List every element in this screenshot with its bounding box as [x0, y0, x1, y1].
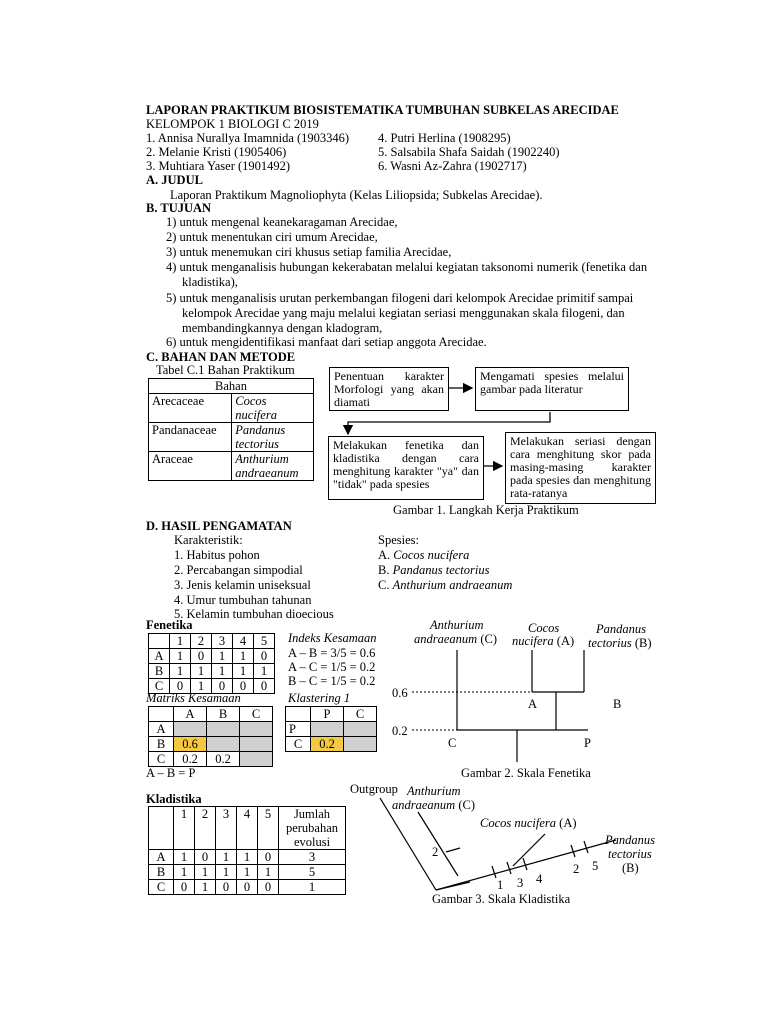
fig3-outgroup: Outgroup	[350, 782, 398, 796]
cluster-table: P C P C 0.2	[285, 706, 377, 752]
fig2-label-anthurium-2: andraeanum (C)	[414, 632, 497, 646]
species-item: C. Anthurium andraeanum	[378, 578, 513, 592]
fig2-node-c: C	[448, 736, 457, 750]
fig3-char-2: 2	[432, 845, 439, 859]
flow-step-4: Melakukan seriasi dengan cara menghitung skor pada masing-masing karakter pada spesies dan menghitung rata-ratanya	[505, 432, 656, 504]
fig3-label-cocos: Cocos nucifera (A)	[480, 816, 577, 830]
similarity-index-title: Indeks Kesamaan	[288, 631, 377, 645]
table-caption: Tabel C.1 Bahan Praktikum	[156, 363, 295, 377]
objective-item-cont: kelompok Arecidae yang maju melalui kegiatan seriasi menggunakan skala filogeni, dan	[182, 306, 625, 320]
figure-1-caption: Gambar 1. Langkah Kerja Praktikum	[393, 503, 579, 517]
fig2-node-p: P	[584, 736, 591, 750]
figure-2-caption: Gambar 2. Skala Fenetika	[461, 766, 591, 780]
fig3-char-3: 3	[517, 876, 524, 890]
fig3-char-4: 4	[536, 872, 543, 886]
objective-item-cont: kladistika),	[182, 275, 238, 289]
fig2-label-pandanus-2: tectorius (B)	[588, 636, 652, 650]
fenetika-title: Fenetika	[146, 618, 193, 632]
table-row: C 0 1 0 0 0 1	[149, 880, 346, 895]
similarity-matrix: A B C A B 0.6 C 0.2 0.2	[148, 706, 273, 767]
characteristic-item: 4. Umur tumbuhan tahunan	[174, 593, 312, 607]
similarity-index-line: A – B = 3/5 = 0.6	[288, 646, 376, 660]
family-cell: Araceae	[149, 452, 232, 481]
objective-item: 4) untuk menganalisis hubungan kekerabatan melalui kegiatan taksonomi numerik (fenetika dan	[166, 260, 648, 274]
table-row: B 0.6	[149, 737, 273, 752]
flow-step-2: Mengamati spesies melalui gambar pada literatur	[475, 367, 629, 411]
fig2-node-b: B	[613, 697, 622, 711]
characteristic-item: 1. Habitus pohon	[174, 548, 260, 562]
characteristic-item: 5. Kelamin tumbuhan dioecious	[174, 607, 334, 621]
species-item: A. Cocos nucifera	[378, 548, 470, 562]
fig3-label-pandanus-3: (B)	[622, 861, 639, 875]
objective-item: 3) untuk menemukan ciri khusus setiap familia Arecidae,	[166, 245, 452, 259]
fig2-label-anthurium: Anthurium	[430, 618, 484, 632]
characteristic-item: 3. Jenis kelamin uniseksual	[174, 578, 311, 592]
fig2-axis-02: 0.2	[392, 724, 408, 738]
member: 1. Annisa Nurallya Imamnida (1903346)	[146, 131, 350, 145]
cluster-title: Klastering 1	[288, 691, 351, 705]
flow-step-3: Melakukan fenetika dan kladistika dengan cara menghitung karakter "ya" dan "tidak" pada spesies	[328, 436, 484, 500]
fig2-axis-06: 0.6	[392, 686, 408, 700]
table-row: C 0.2 0.2	[149, 752, 273, 767]
family-cell: Arecaceae	[149, 394, 232, 423]
member: 3. Muhtiara Yaser (1901492)	[146, 159, 291, 173]
fig3-char-1: 1	[497, 878, 504, 892]
member: 2. Melanie Kristi (1905406)	[146, 145, 287, 159]
table-row: A	[149, 722, 273, 737]
objective-item-cont: membandingkannya dengan kladogram,	[182, 321, 383, 335]
characteristics-title: Karakteristik:	[174, 533, 243, 547]
fig3-label-pandanus: Pandanus	[605, 833, 655, 847]
figure-3-caption: Gambar 3. Skala Kladistika	[432, 892, 571, 906]
objective-item: 2) untuk menentukan ciri umum Arecidae,	[166, 230, 378, 244]
materials-header: Bahan	[149, 379, 314, 394]
kladistika-table: 1 2 3 4 5 Jumlah perubahan evolusi A 1 0 1 1 0 3 B 1 1 1 1 1 5 C 0 1 0 0 0 1	[148, 806, 346, 895]
objective-item: 6) untuk mengidentifikasi manfaat dari setiap anggota Arecidae.	[166, 335, 487, 349]
fig2-node-a: A	[528, 697, 538, 711]
fig2-label-pandanus: Pandanus	[596, 622, 646, 636]
species-cell: Cocos nucifera	[232, 394, 314, 423]
table-row: C 0.2	[286, 737, 377, 752]
fig2-label-cocos-2: nucifera (A)	[512, 634, 575, 648]
section-b-heading: B. TUJUAN	[146, 201, 212, 215]
table-row: P	[286, 722, 377, 737]
objective-item: 5) untuk menganalisis urutan perkembangan filogeni dari kelompok Arecidae primitif sampai	[166, 291, 634, 305]
fig3-char-5: 5	[592, 859, 599, 873]
species-cell: Pandanus tectorius	[232, 423, 314, 452]
fig3-char-2b: 2	[573, 862, 580, 876]
kladistika-title: Kladistika	[146, 792, 202, 806]
species-title: Spesies:	[378, 533, 419, 547]
objective-item: 1) untuk mengenal keanekaragaman Arecidae,	[166, 215, 398, 229]
species-cell: Anthurium andraeanum	[232, 452, 314, 481]
characteristic-item: 2. Percabangan simpodial	[174, 563, 303, 577]
cluster-result: A – B = P	[146, 766, 196, 780]
member: 4. Putri Herlina (1908295)	[378, 131, 511, 145]
table-row: A 1 0 1 1 0 3	[149, 850, 346, 865]
section-c-heading: C. BAHAN DAN METODE	[146, 350, 296, 364]
fenetika-table: 1 2 3 4 5 A 1 0 1 1 0 B 1 1 1 1 1 C 0 1 0 0 0	[148, 633, 275, 694]
report-title: LAPORAN PRAKTIKUM BIOSISTEMATIKA TUMBUHAN SUBKELAS ARECIDAE	[146, 103, 619, 117]
similarity-index-line: B – C = 1/5 = 0.2	[288, 674, 376, 688]
species-item: B. Pandanus tectorius	[378, 563, 490, 577]
flow-step-1: Penentuan karakter Morfologi yang akan diamati	[329, 367, 449, 411]
similarity-matrix-title: Matriks Kesamaan	[146, 691, 241, 705]
member: 6. Wasni Az-Zahra (1902717)	[378, 159, 527, 173]
group-name: KELOMPOK 1 BIOLOGI C 2019	[146, 117, 319, 131]
fig3-label-pandanus-2: tectorius	[608, 847, 652, 861]
table-row: B 1 1 1 1 1	[149, 664, 275, 679]
section-a-text: Laporan Praktikum Magnoliophyta (Kelas Liliopsida; Subkelas Arecidae).	[170, 188, 543, 202]
fig2-label-cocos: Cocos	[528, 621, 560, 635]
family-cell: Pandanaceae	[149, 423, 232, 452]
fig3-label-anthurium-2: andraeanum (C)	[392, 798, 475, 812]
section-d-heading: D. HASIL PENGAMATAN	[146, 519, 292, 533]
section-a-heading: A. JUDUL	[146, 173, 203, 187]
fig3-label-anthurium: Anthurium	[407, 784, 461, 798]
similarity-index-line: A – C = 1/5 = 0.2	[288, 660, 376, 674]
table-row: C 0 1 0 0 0	[149, 679, 275, 694]
table-row: A 1 0 1 1 0	[149, 649, 275, 664]
member: 5. Salsabila Shafa Saidah (1902240)	[378, 145, 560, 159]
table-row: B 1 1 1 1 1 5	[149, 865, 346, 880]
